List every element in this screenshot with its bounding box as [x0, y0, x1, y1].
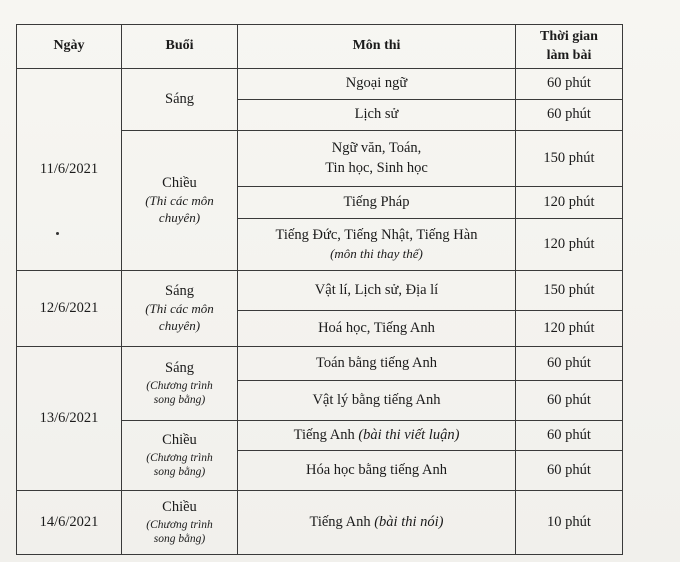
session-cell	[122, 69, 238, 131]
duration-cell: 120 phút	[516, 219, 623, 271]
duration-cell: 60 phút	[516, 347, 623, 381]
session-name: Chiều	[162, 499, 197, 516]
duration-cell: 120 phút	[516, 311, 623, 347]
table-row	[17, 347, 623, 381]
subject-cell: Lịch sử	[238, 100, 516, 131]
session-name: Sáng	[165, 282, 194, 299]
date-cell: 14/6/2021	[17, 491, 122, 555]
header-session: Buổi	[122, 25, 238, 69]
duration-cell: 60 phút	[516, 421, 623, 451]
session-note-line1: (Thi các môn	[145, 193, 214, 209]
stray-mark	[56, 232, 59, 235]
duration-cell: 150 phút	[516, 131, 623, 187]
session-name: Chiều	[162, 174, 197, 191]
subject-line2: Tin học, Sinh học	[325, 159, 428, 176]
subject-note: (bài thi nói)	[374, 513, 444, 530]
session-name: Sáng	[165, 90, 194, 107]
subject-cell	[238, 131, 516, 187]
session-note-line1: (Chương trình	[146, 379, 213, 392]
duration-cell: 60 phút	[516, 100, 623, 131]
subject-line1: Ngữ văn, Toán,	[331, 139, 422, 156]
session-name: Sáng	[165, 360, 194, 377]
session-note-line2: song bằng)	[153, 533, 206, 546]
duration-cell: 150 phút	[516, 271, 623, 311]
subject-note: (môn thi thay thế)	[330, 245, 423, 261]
session-note-line2: chuyên)	[158, 318, 201, 334]
subject-cell	[238, 219, 516, 271]
duration-cell: 60 phút	[516, 69, 623, 100]
session-name: Chiều	[162, 432, 197, 449]
duration-cell: 60 phút	[516, 451, 623, 491]
exam-schedule-table	[16, 24, 623, 555]
table-row	[17, 69, 623, 100]
subject-note: (bài thi viết luận)	[358, 426, 460, 443]
subject-cell: Ngoại ngữ	[238, 69, 516, 100]
date-cell: 13/6/2021	[17, 347, 122, 491]
subject-cell: Tiếng Pháp	[238, 187, 516, 219]
subject-cell: Vật lý bằng tiếng Anh	[238, 381, 516, 421]
session-cell	[122, 491, 238, 555]
session-cell	[122, 421, 238, 491]
table-header-row	[17, 25, 623, 69]
date-cell: 12/6/2021	[17, 271, 122, 347]
header-duration-line2: làm bài	[546, 47, 592, 63]
session-note-line2: song bằng)	[153, 466, 206, 479]
subject-main: Tiếng Đức, Tiếng Nhật, Tiếng Hàn	[275, 227, 478, 244]
duration-cell: 60 phút	[516, 381, 623, 421]
session-cell	[122, 131, 238, 271]
session-note-line2: song bằng)	[153, 394, 206, 407]
subject-cell: Hoá học, Tiếng Anh	[238, 311, 516, 347]
subject-cell: Hóa học bằng tiếng Anh	[238, 451, 516, 491]
table-row	[17, 491, 623, 555]
session-note-line1: (Thi các môn	[145, 301, 214, 317]
session-note-line1: (Chương trình	[146, 518, 213, 531]
subject-cell	[238, 421, 516, 451]
session-note-line2: chuyên)	[158, 210, 201, 226]
header-subject: Môn thi	[238, 25, 516, 69]
date-cell: 11/6/2021	[17, 69, 122, 271]
table-row	[17, 271, 623, 311]
session-cell	[122, 347, 238, 421]
duration-cell: 10 phút	[516, 491, 623, 555]
header-duration	[516, 25, 623, 69]
duration-cell: 120 phút	[516, 187, 623, 219]
subject-cell	[238, 491, 516, 555]
session-note-line1: (Chương trình	[146, 451, 213, 464]
subject-cell: Vật lí, Lịch sử, Địa lí	[238, 271, 516, 311]
subject-main: Tiếng Anh	[309, 513, 371, 530]
subject-cell: Toán bằng tiếng Anh	[238, 347, 516, 381]
header-date: Ngày	[17, 25, 122, 69]
header-duration-line1: Thời gian	[540, 28, 598, 44]
session-cell	[122, 271, 238, 347]
subject-main: Tiếng Anh	[293, 426, 355, 443]
